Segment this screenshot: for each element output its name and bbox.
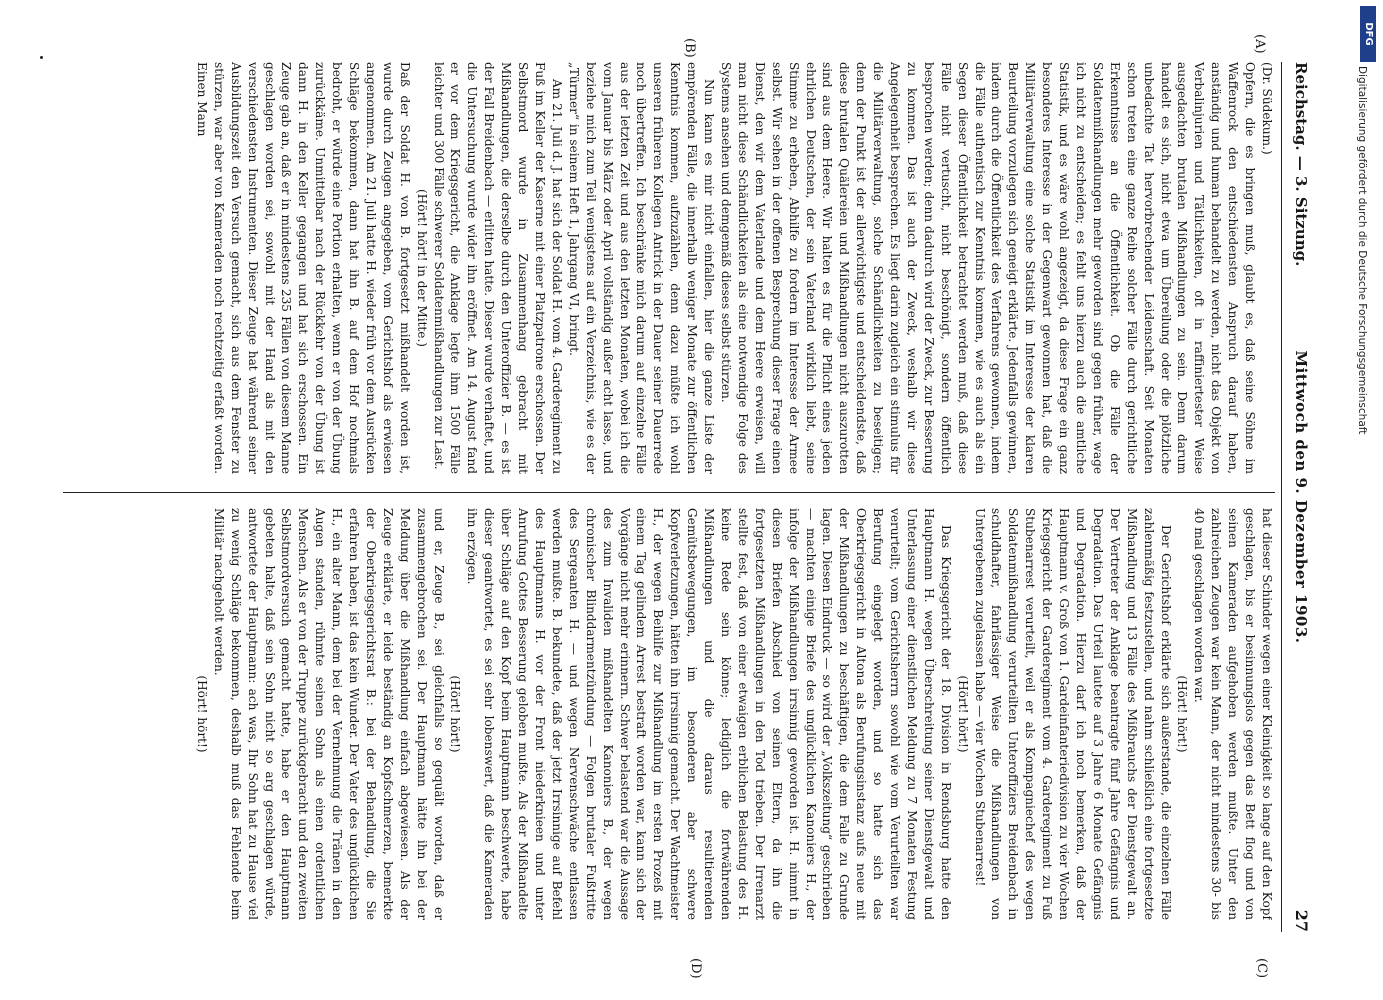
header-left: Reichstag. — 3. Sitzung. [1292,62,1310,267]
page-number: 27 [1292,909,1311,932]
column-divider [63,492,1275,493]
digitization-note-text: Digitalisierung gefördert durch die Deutsche Forschungsgemeinschaft [1356,66,1368,435]
interjection: (Hört! hört!) [448,675,463,753]
margin-marker-b: (B) [682,38,697,58]
speaker-label: (Dr. Südekum.) [1260,62,1274,155]
header-rule [1281,62,1282,932]
paragraph: hat dieser Schinder wegen einer Kleinigkeit so lange auf den Kopf geschlagen, bis er besinnungslos gegen das Bett flog und von seinen Kameraden aufgehoben werden mußte. Unter den zahlreichen Zeugen war kein Mann, der nicht mindestens 30- bis 40 mal geschlagen worden war. [1192,508,1274,920]
interjection: (Hört! hört! in der Mitte.) [414,188,429,348]
interjection: (Hört! hört!) [194,675,209,753]
dfg-logo-text: DFG [1363,22,1374,46]
interjection: (Hört! hört!) [955,675,970,753]
paragraph: Das Kriegsgericht der 18. Division in Rendsburg hatte den Hauptmann H. wegen Überschreitung seiner Dienstgewalt und Unterlassung einer dienstlichen Meldung zu 7 Monaten Festung verurteilt; vom Gerichtsherrn sowohl wie vom Verurteilten war Berufung eingelegt worden, und so hatte sich das Oberkriegsgericht in Altona als Berufungsinstanz aufs neue mit der Mißhandlungen zu beschäftigen, die dem Falle zu Grunde lagen. Diesen Eindruck — so wird der „Volkszeitung“ geschrieben — machten einige Briefe des unglücklichen Kanoniers H., der infolge der Mißhandlungen irrsinnig geworden ist. H. nimmt in diesen Briefen Abschied von seinen Eltern, da ihn die fortgesetzten Mißhandlungen in den Tod trieben. Der Irrenarzt stellte fest, daß von einer etwaigen erblichen Belastung des H. keine Rede sein könne; lediglich die fortwährenden Mißhandlungen und die daraus resultierenden Gemütsbewegungen, im besonderen aber schwere Kopfverletzungen, hätten ihn irrsinnig gemacht. Der Wachtmeister H., der wegen Beihilfe zur Mißhandlung im ersten Prozeß mit einem Tag gelindem Arrest bestraft worden war, kann sich der Vorgänge nicht mehr erinnern. Schwer belastend war die Aussage des zum Invaliden mißhandelten Kanoniers B., der wegen chronischer Blinddarmentzündung — Folgen brutaler Fußtritte des Sergeanten H. — und wegen Nervenschwäche entlassen werden mußte. B. bekundete, daß der jetzt Irrsinnige auf Befehl des Hauptmanns H. vor der Front niederknieen und unter Anrufung Gottes Besserung geloben mußte. Als der Mißhandelte über Schläge auf den Kopf beim Hauptmann beschwerte, habe dieser geantwortet, es sei sehr lobenswert, daß die Kameraden ihn erzögen. [465,508,953,920]
paragraph: und er, Zeuge B., sei gleichfalls so gequält worden, daß er zusammengebrochen sei. Der Hauptmann hätte ihn bei der Meldung über die Mißhandlung einfach abgewiesen. Als der Zeuge erklärte, er leide beständig an Kopfschmerzen, bemerkte der Oberkriegsgerichtsrat B.: bei der Behandlung, die Sie erfahren haben, ist das kein Wunder. Der Vater des unglücklichen H., ein alter Mann, dem bei der Vernehmung die Tränen in den Augen standen, rühmte seinen Sohn als einen ordentlichen Menschen. Als er von der Truppe zurückgebracht und den zweiten Selbstmordversuch gemacht hatte, habe er den Hauptmann gebeten halte, daß sein Sohn nicht so arg geschlagen würde, antwortete der Hauptmann: ach was, Ihr Sohn hat zu Hause viel zu wenig Schläge bekommen, deshalb muß das Fehlende beim Militär nachgeholt werden. [211,508,446,920]
margin-marker-c: (C) [1254,958,1269,979]
right-column [60,508,1275,920]
margin-marker-d: (D) [688,958,703,979]
margin-marker-a: (A) [1252,34,1267,54]
interjection: (Hört! hört!) [1175,675,1190,753]
paragraph: Der Gerichtshof erklärte sich außerstande, die einzelnen Fälle zahlenmäßig festzustellen, und nahm schließlich eine fortgesetzte Mißhandlung und 13 Fälle des Mißbrauchs der Dienstgewalt an. Der Vertreter der Anklage beantragte fünf Jahre Gefängnis und Degradation. Das Urteil lautete auf 3 Jahre 6 Monate Gefängnis und Degradation. Hierzu darf ich noch bemerken, daß der Hauptmann v. Groß von 1. Gardeinfanteriedivision zu vier Wochen Kriegsgericht der Garderegiment vom 4. Garderegiment zu Fuß Stubenarrest verurteilt, weil er als Kompagniechef des wegen Soldatenmißhandlung verurteilten Unteroffiziers Breidenbach in schuldhafter, fahrlässiger Weise die Mißhandlungen von Untergebenen zugelassen habe — vier Wochen Stubenarrest! [972,508,1173,920]
header-date: Mittwoch den 9. Dezember 1903. [1292,350,1310,644]
paragraph: Daß der Soldat H. von B. fortgesetzt mißhandelt worden ist, wurde durch Zeugen angegeben, vom Gerichtshof als erwiesen angenommen. Am 21. Juli hatte H. wieder früh vor dem Ausrücken Schläge bekommen, dann hat ihn B. auf dem Hof nochmals bedroht, er würde eine Portion erhalten, wenn er von der Übung zurückkäme. Unmittelbar nach der Rückkehr von der Übung ist dann H. in den Keller gegangen und hat sich erschossen. Ein Zeuge gab an, daß er in mindestens 235 Fällen von diesem Manne geschlagen worden sei, sowohl mit der Hand als mit den verschiedensten Instrumenten. Dieser Zeuge hat während seiner Ausbildungszeit den Versuch gemacht, sich aus dem Fenster zu stürzen, war aber von Kameraden noch rechtzeitig erfaßt worden. Einen Mann [194,62,412,474]
paragraph: Am 21. Juli d. J. hat sich der Soldat H. vom 4. Garderegiment zu Fuß im Keller der Kaserne mit einer Platzpatrone erschossen. Der Selbstmord wurde in Zusammenhang gebracht mit Mißhandlungen, die derselbe durch den Unteroffizier B. — es ist der Fall Breidenbach — erlitten hatte. Dieser wurde verhaftet, und die Untersuchung wurde wider ihn eröffnet. Am 14. August fand er vor dem Kriegsgericht, die Anklage legte ihm 1500 Fälle leichter und 300 Fälle schwerer Soldatenmißhandlungen zur Last. [431,62,564,474]
paragraph: Nun kann es mir nicht einfallen, hier die ganze Liste der empörenden Fälle, die innerhalb weniger Monate zur öffentlichen Kenntnis kommen, aufzuzählen, denn dazu müßte ich wohl unseren früheren Kollegen Antrick in der Dauer seiner Dauerrede noch übertreffen. Ich beschränke mich darum auf einzelne Fälle aus der letzten Zeit und aus den letzten Monaten, wobei ich die vom Januar bis März oder April vollständig außer acht lasse, und beziehe mich zum Teil wenigstens auf ein Verzeichnis, wie es der „Türmer“ in seinem Heft 1, Jahrgang VI, bringt. [566,62,717,474]
page-content [57,34,1315,979]
running-header [1287,62,1315,932]
paragraph: Opfern, die es bringen muß, glaubt es, daß seine Söhne im Waffenrock den entschiedensten Anspruch darauf haben, anständig und human behandelt zu werden, nicht das Objekt von Verbalinjurien und Tätlichkeiten, oft in raffiniertester Weise ausgedachten brutalen Mißhandlungen zu sein. Denn darum handelt es sich, nicht etwa um Übereilung oder die plötzliche unbedachte Tat hervorbrechender Leidenschaft. Seit Monaten schon treten eine ganze Reihe solcher Fälle durch gerichtliche Erkenntnisse an die Öffentlichkeit. Ob die Fälle der Soldatenmißhandlungen mehr geworden sind gegen früher, wage ich nicht zu entscheiden; es fehlt uns hierzu auch die amtliche Statistik, und es wäre wohl angezeigt, da diese Frage ein ganz besonderes Interesse in der Gegenwart gewonnen hat, daß die Militärverwaltung eine solche Statistik im Interesse der klaren Beurteilung vorzulegen sich geneigt erklärte. Jedenfalls gewinnen, indem durch die Öffentlichkeit des Verfahrens gewonnen, indem die Fälle authentisch zur Kenntnis kommen, wie es auch als ein Segen dieser Öffentlichkeit betrachtet werden muß, daß diese Fälle nicht vertuscht, nicht beschönigt, sondern öffentlich besprochen werden; denn dadurch wird der Zweck, zur Besserung zu kommen. Das ist auch der Zweck, weshalb wir diese Angelegenheit besprechen. Es liegt darin zugleich ein stimulus für die Militärverwaltung, solche Schändlichkeiten zu beseitigen; denn der Punkt ist der allerwichtigste und entscheidendste, daß diese brutalen Quälereien und Mißhandlungen nicht auszurotten sind aus dem Heere. Wir halten es für die Pflicht eines jeden ehrlichen Deutschen, der sein Vaterland wirklich liebt, seine Stimme zu erheben, Abhilfe zu fordern im Interesse der Armee selbst. Wir sehen in der offenen Besprechung dieser Frage einen Dienst, den wir dem Vaterlande und dem Heere erweisen, will man nicht diese Schändlichkeiten als eine notwendige Folge des Systems ansehen und demgemäß dieses selbst stürzen. [719,62,1258,474]
dfg-logo [1360,6,1376,62]
left-column [60,62,1275,474]
digitization-note [1352,66,1374,666]
